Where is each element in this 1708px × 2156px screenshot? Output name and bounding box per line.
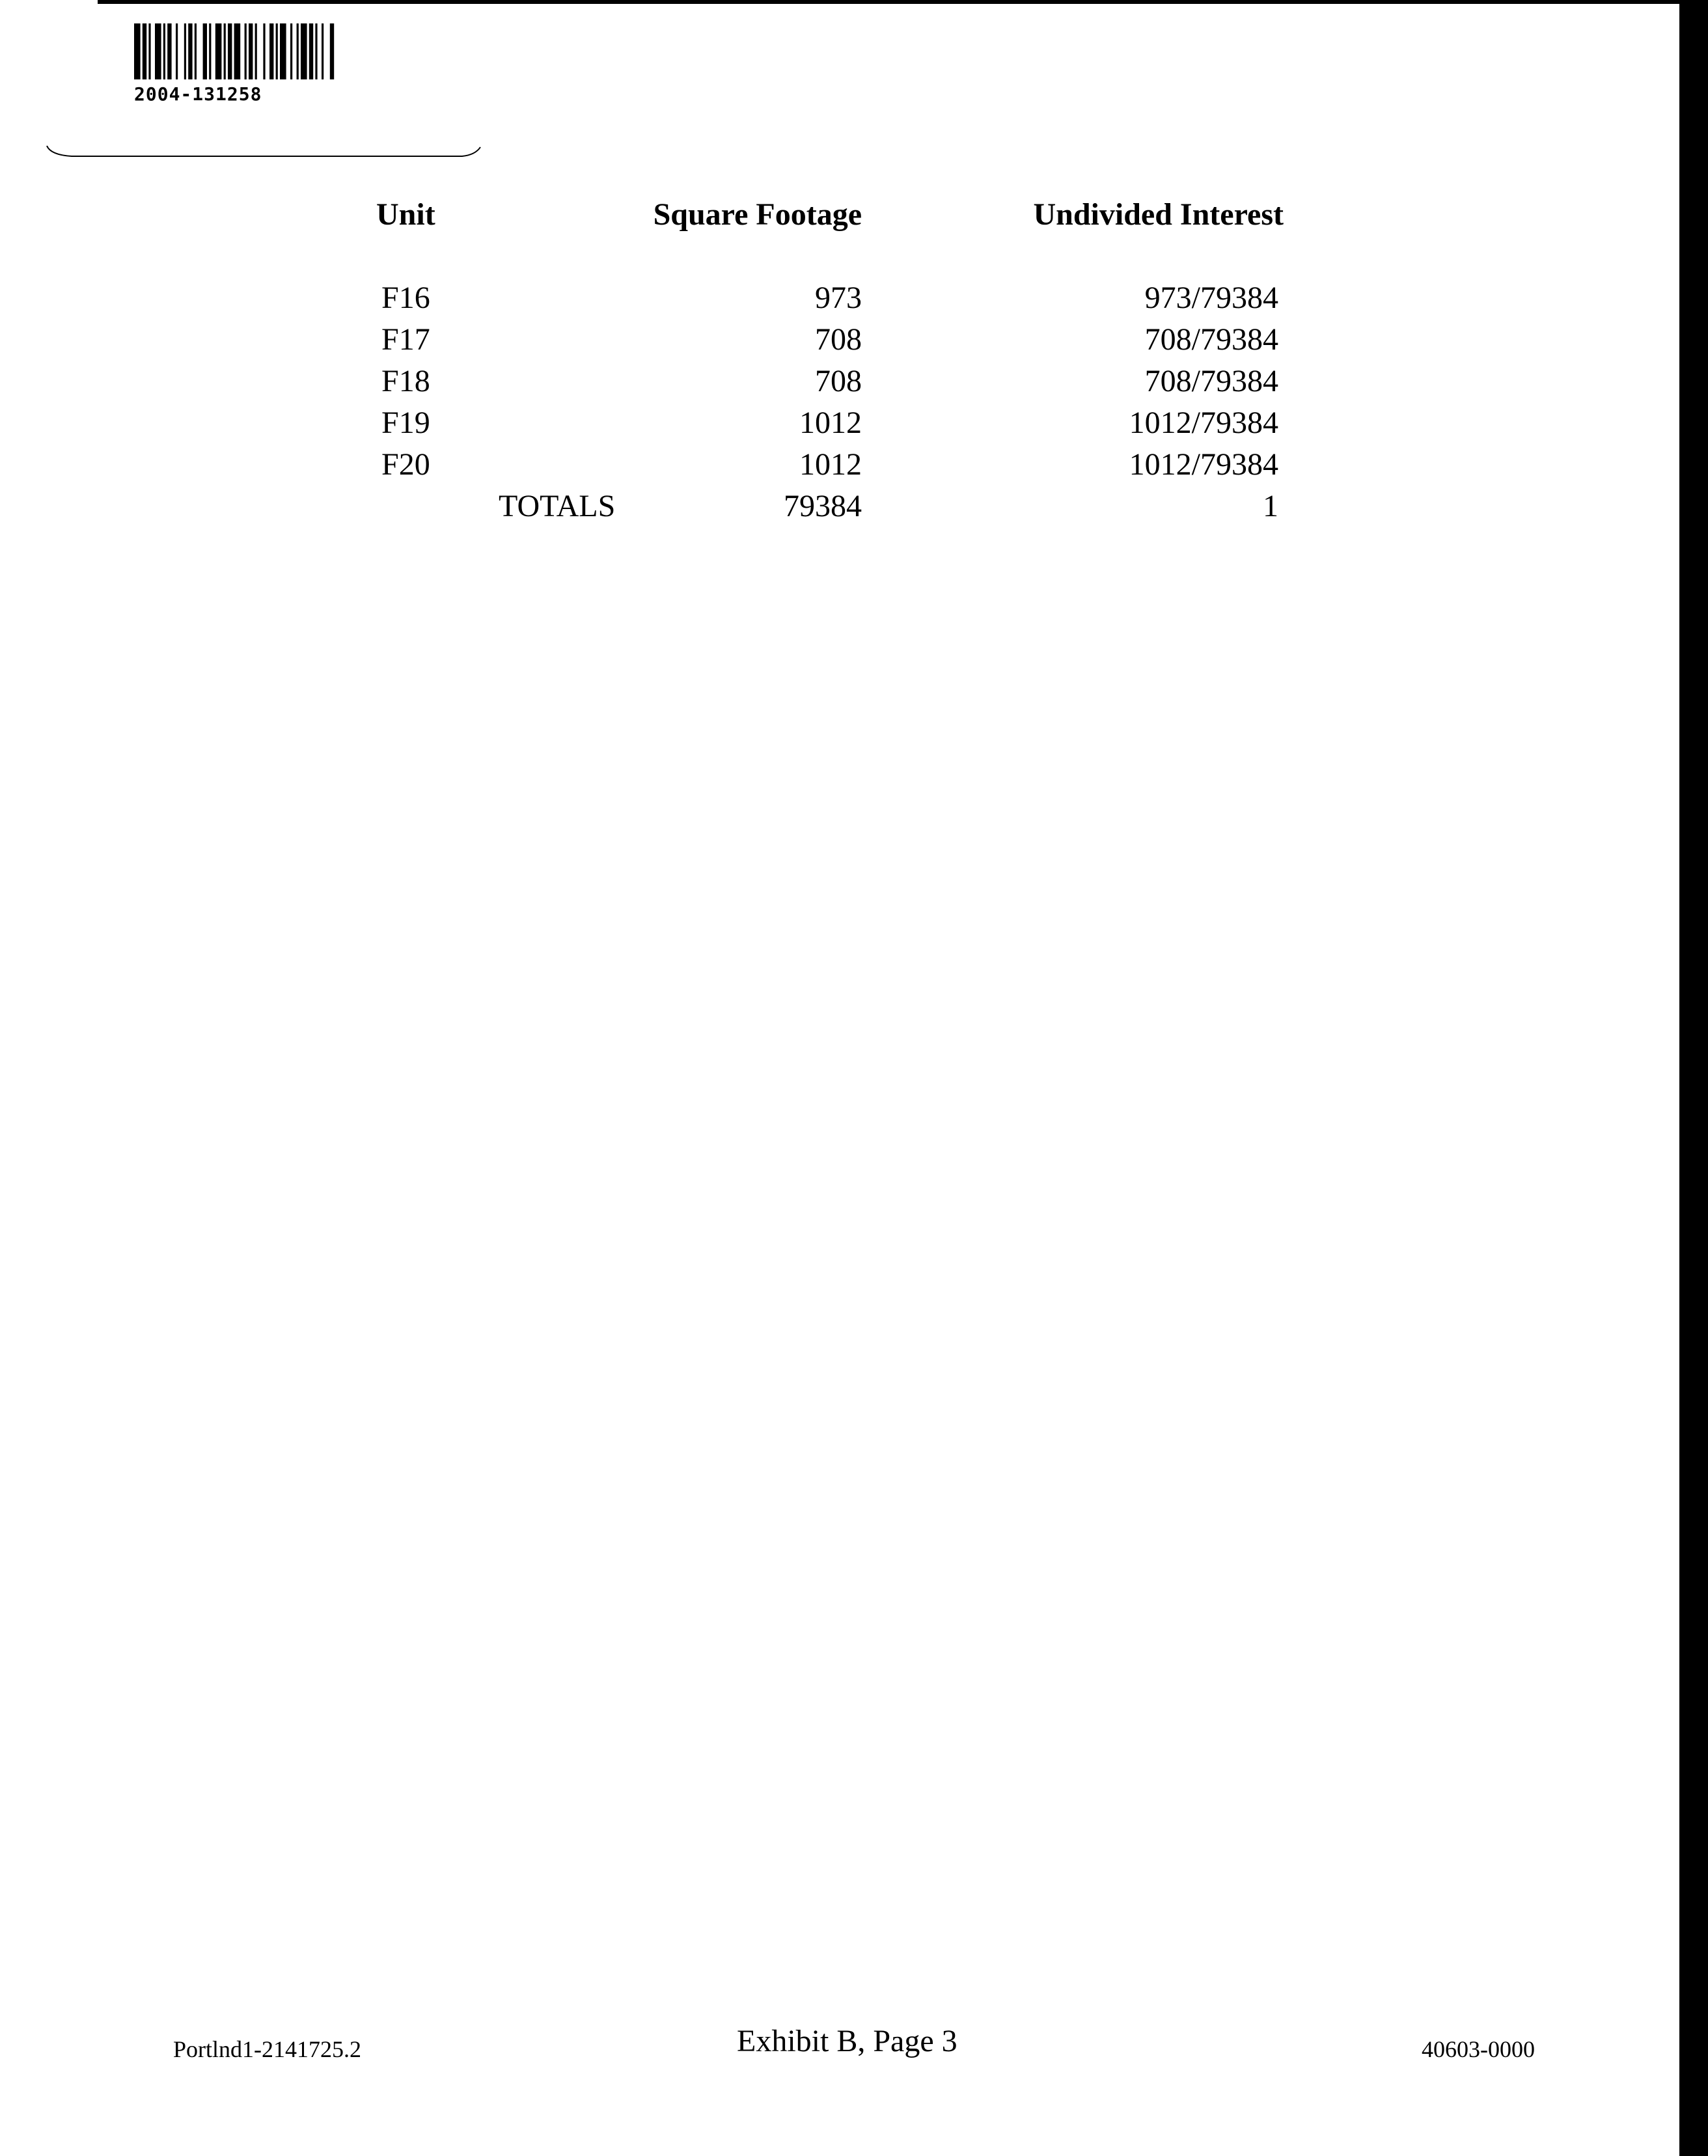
barcode-bar xyxy=(215,23,222,79)
file-number: 40603-0000 xyxy=(1422,2036,1535,2062)
barcode-bar xyxy=(184,23,186,79)
barcode-bar xyxy=(167,23,171,79)
table-row xyxy=(0,277,1708,319)
table-row xyxy=(0,361,1708,402)
barcode-bar xyxy=(322,23,324,79)
totals-square-footage: 79384 xyxy=(784,489,862,523)
barcode-bar xyxy=(143,23,146,79)
barcode-bar xyxy=(176,23,178,79)
totals-label: TOTALS xyxy=(499,489,616,523)
document-id: Portlnd1-2141725.2 xyxy=(173,2036,362,2062)
square-footage-cell: 708 xyxy=(815,322,862,357)
barcode-bar xyxy=(280,23,286,79)
barcode-bar xyxy=(224,23,226,79)
barcode-bar xyxy=(203,23,207,79)
square-footage-cell: 973 xyxy=(815,281,862,315)
unit-cell: F20 xyxy=(381,447,430,482)
table-row xyxy=(0,319,1708,361)
barcode-bar xyxy=(148,23,150,79)
barcode-bar xyxy=(290,23,292,79)
barcode-bar xyxy=(195,23,197,79)
square-footage-cell: 1012 xyxy=(799,447,862,482)
scan-edge-top xyxy=(0,0,1708,4)
barcode-image xyxy=(134,23,427,79)
barcode-bar xyxy=(315,23,317,79)
undivided-interest-cell: 708/79384 xyxy=(1144,322,1278,357)
barcode-bar xyxy=(301,23,307,79)
barcode-bar xyxy=(209,23,211,79)
undivided-interest-cell: 1012/79384 xyxy=(1129,447,1278,482)
totals-undivided-interest: 1 xyxy=(1263,489,1278,523)
page-label: Exhibit B, Page 3 xyxy=(737,2024,957,2058)
table-row xyxy=(0,402,1708,444)
unit-cell: F19 xyxy=(381,406,430,440)
barcode-bar xyxy=(188,23,192,79)
square-footage-cell: 708 xyxy=(815,364,862,398)
barcode-bar xyxy=(309,23,313,79)
totals-row xyxy=(0,486,1708,527)
barcode-bar xyxy=(269,23,273,79)
undivided-interest-cell: 708/79384 xyxy=(1144,364,1278,398)
unit-cell: F17 xyxy=(381,322,430,357)
barcode-bar xyxy=(255,23,257,79)
unit-cell: F16 xyxy=(381,281,430,315)
barcode-bar xyxy=(297,23,299,79)
barcode-bar xyxy=(263,23,265,79)
square-footage-cell: 1012 xyxy=(799,406,862,440)
barcode-bar xyxy=(245,23,247,79)
scan-edge-top-gap xyxy=(0,0,98,4)
barcode-bar xyxy=(330,23,334,79)
table-row xyxy=(0,444,1708,486)
barcode-bar xyxy=(134,23,141,79)
column-header-undivided-interest: Undivided Interest xyxy=(1033,197,1284,232)
barcode-number: 2004-131258 xyxy=(134,83,262,105)
column-header-square-footage: Square Footage xyxy=(653,197,862,232)
barcode-bar xyxy=(249,23,253,79)
undivided-interest-cell: 1012/79384 xyxy=(1129,406,1278,440)
barcode-bar xyxy=(234,23,241,79)
barcode-bar xyxy=(155,23,161,79)
barcode-bar xyxy=(228,23,232,79)
column-header-unit: Unit xyxy=(376,197,435,232)
unit-cell: F18 xyxy=(381,364,430,398)
label-edge-line xyxy=(46,143,488,169)
barcode-bar xyxy=(276,23,278,79)
barcode-bar xyxy=(163,23,165,79)
undivided-interest-cell: 973/79384 xyxy=(1144,281,1278,315)
